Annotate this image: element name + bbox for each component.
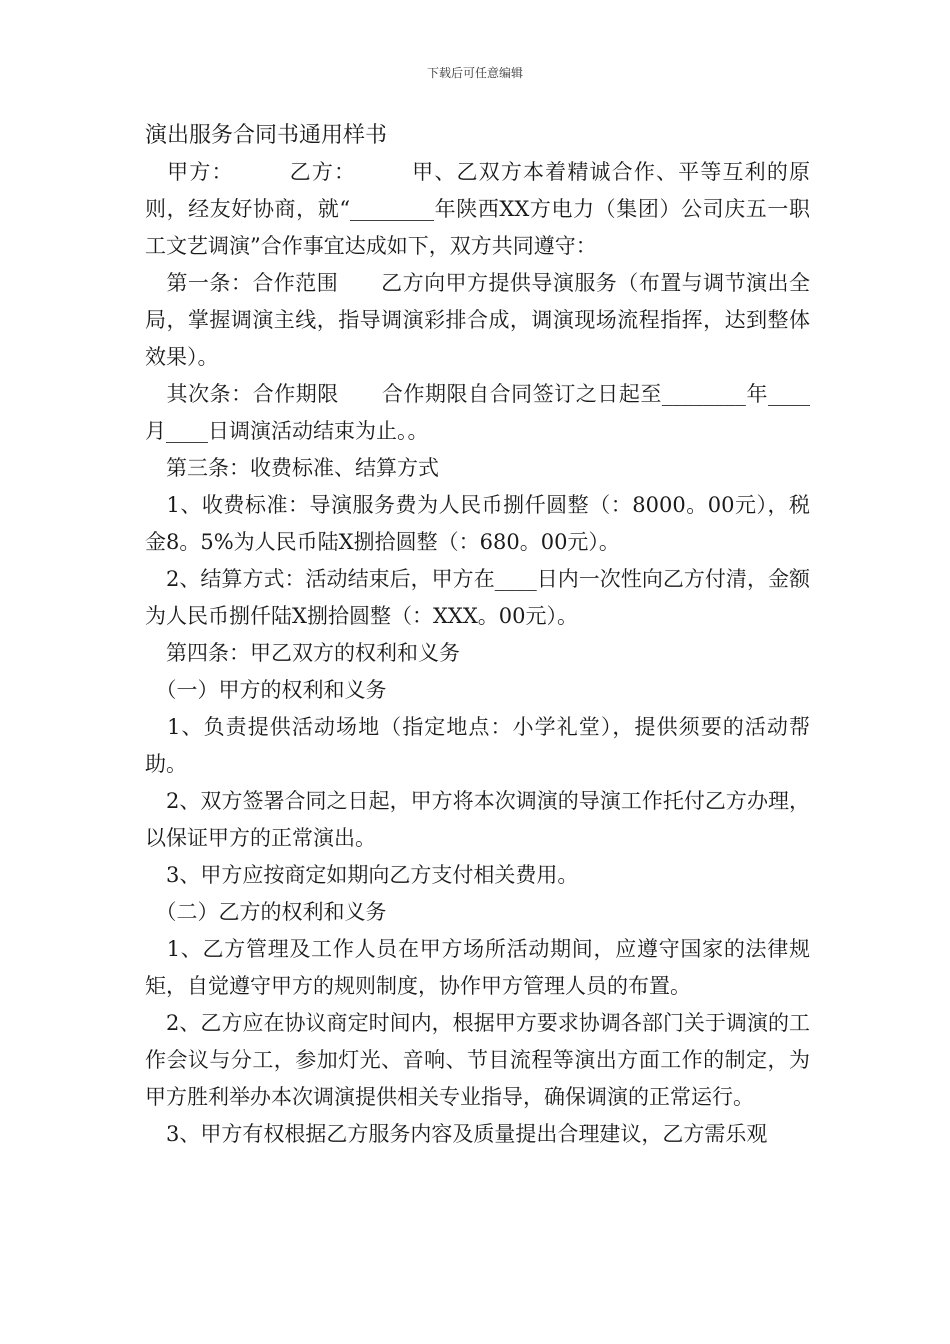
paragraph-party-a-item-2: 2、双方签署合同之日起，甲方将本次调演的导演工作托付乙方办理，以保证甲方的正常演出。 [145,789,810,850]
paragraph-article-2: 其次条：合作期限 合作期限自合同签订之日起至________年____月____日调演活动结束为止。。 [145,382,810,443]
document-title: 演出服务合同书通用样书 [145,123,388,148]
paragraph-party-a-item-3: 3、甲方应按商定如期向乙方支付相关费用。 [145,863,579,887]
paragraph-party-a-item-1: 1、负责提供活动场地（指定地点：小学礼堂），提供须要的活动帮助。 [145,715,810,776]
paragraph-article-1: 第一条：合作范围 乙方向甲方提供导演服务（布置与调节演出全局，掌握调演主线，指导调演彩排合成，调演现场流程指挥，达到整体效果）。 [145,271,810,369]
paragraph-party-b-item-1: 1、乙方管理及工作人员在甲方场所活动期间，应遵守国家的法律规矩，自觉遵守甲方的规则制度，协作甲方管理人员的布置。 [145,937,810,998]
paragraph-article-4-heading: 第四条：甲乙双方的权利和义务 [145,641,460,665]
paragraph-intro: 甲方： 乙方： 甲、乙双方本着精诚合作、平等互利的原则，经友好协商，就“________年陕西XX方电力（集团）公司庆五一职工文艺调演”合作事宜达成如下，双方共同遵守： [145,160,810,258]
paragraph-party-a-heading: （一）甲方的权利和义务 [145,678,387,702]
paragraph-party-b-item-2: 2、乙方应在协议商定时间内，根据甲方要求协调各部门关于调演的工作会议与分工，参加灯光、音响、节目流程等演出方面工作的制定，为甲方胜利举办本次调演提供相关专业指导，确保调演的正常运行。 [145,1011,810,1109]
document-body [145,118,810,1153]
paragraph-settlement: 2、结算方式：活动结束后，甲方在____日内一次性向乙方付清，金额为人民币捌仟陆X捌拾圆整（：XXX。00元）。 [145,567,810,628]
paragraph-party-b-item-3: 3、甲方有权根据乙方服务内容及质量提出合理建议，乙方需乐观 [145,1122,768,1146]
paragraph-article-3-heading: 第三条：收费标准、结算方式 [145,456,439,480]
paragraph-party-b-heading: （二）乙方的权利和义务 [145,900,387,924]
page-header: 下载后可任意编辑 [426,66,523,80]
paragraph-fee-standard: 1、收费标准：导演服务费为人民币捌仟圆整（：8000。00元），税金8。5%为人民币陆X捌拾圆整（：680。00元）。 [145,493,810,554]
